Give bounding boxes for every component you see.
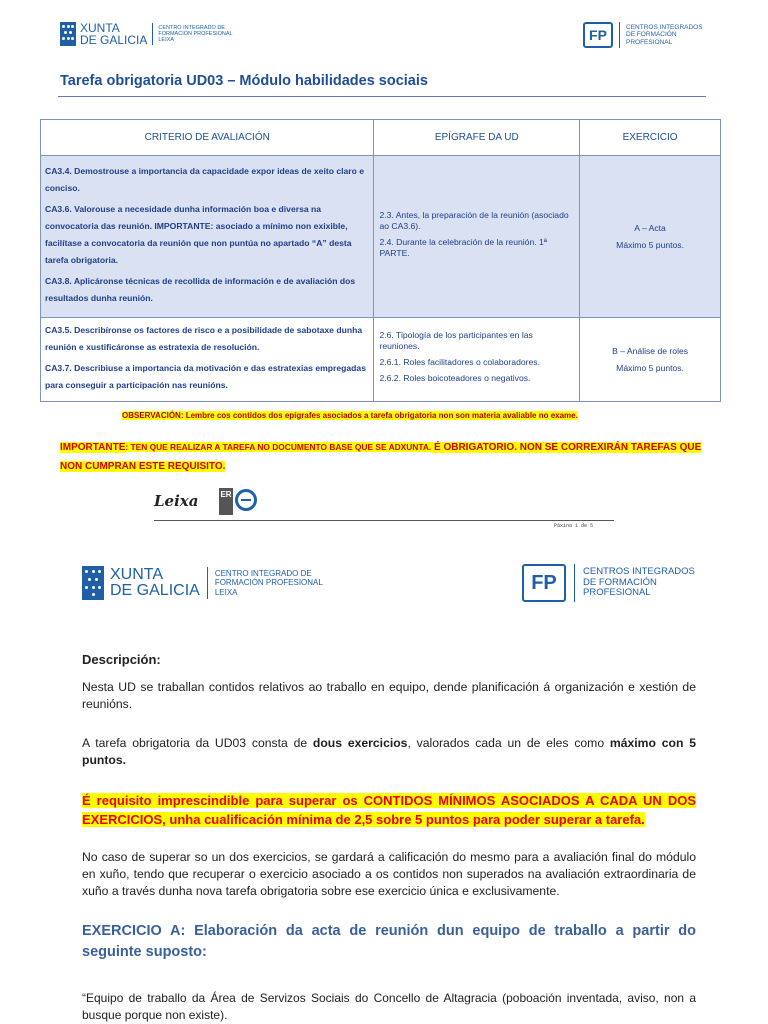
epigrafe-cell [374, 156, 580, 318]
fp-badge: FP [583, 22, 613, 48]
xunta-logo-page2 [82, 566, 323, 600]
criterion-ca37: CA3.7. Describiuse a importancia da motivación e das estratexias empregadas para conseguir a participación nas reunións. [45, 362, 366, 390]
iqnet-certification-icon [235, 489, 257, 511]
logo-divider [152, 23, 153, 45]
importante-rest: É OBRIGATORIO. NON SE CORREXIRÁN TAREFAS QUE NON CUMPRAN ESTE REQUISITO. [60, 442, 702, 472]
exercicio-a-heading: EXERCICIO A: Elaboración da acta de reunión dun equipo de traballo a partir do seguinte suposto: [82, 923, 696, 960]
criterion-ca36: CA3.6. Valorouse a necesidade dunha información boa e diversa na convocatoria das reunión. IMPORTANTE: asociado a mínimo non exixible, facilítase a convocatoria da reunión que non puntúa no apartado “A” desta tarefa obrigatoria. [45, 203, 352, 265]
descripcion-paragraph: Nesta UD se traballan contidos relativos ao traballo en equipo, dende planificación á organización e xestión de reunións. [82, 680, 696, 711]
cifp-line3: LEIXA [214, 587, 238, 597]
xunta-line2: DE GALICIA [110, 582, 200, 599]
epigrafe-item: 2.6.1. Roles facilitadores o colaboradores. [379, 357, 540, 367]
criteria-table [40, 119, 721, 402]
exercicio-name: B – Análise de roles [612, 345, 689, 356]
fp-line3: PROFESIONAL [583, 587, 651, 599]
fp-line1: CENTROS INTEGRADOS [583, 565, 695, 577]
para2-period: . [122, 753, 127, 767]
criterion-ca35: CA3.5. Describíronse os factores de risco e a posibilidade de sabotaxe dunha reunión e xustificáronse as estratexia de resolución. [45, 324, 363, 352]
page-title: Tarefa obrigatoria UD03 – Módulo habilidades sociais [60, 73, 428, 89]
table-row [41, 156, 721, 318]
importante-label: IMPORTANTE [60, 442, 126, 453]
fp-logo-page1 [583, 22, 703, 48]
title-divider [58, 96, 706, 97]
exercicio-points: Máximo 5 puntos. [616, 362, 684, 373]
suposto-quote: “Equipo de traballo da Área de Servizos Sociais do Concello de Altagracia (poboación inventada, aviso, non a busque porque non existe). [82, 991, 696, 1022]
cifp-line1: CENTRO INTEGRADO DE [214, 569, 312, 579]
fp-line3: PROFESIONAL [626, 38, 673, 46]
fp-logo-page2 [522, 564, 695, 602]
table-row [41, 318, 721, 402]
epigrafe-item: 2.6. Tipología de los participantes en las reuniones. [379, 330, 533, 351]
cifp-line2: FORMACIÓN PROFESIONAL [158, 30, 233, 37]
header-epigrafe: EPÍGRAFE DA UD [374, 120, 580, 156]
fp-divider [619, 22, 620, 48]
xunta-line1: XUNTA [80, 21, 120, 35]
exercicio-points: Máximo 5 puntos. [616, 239, 684, 250]
xunta-line2: DE GALICIA [80, 33, 148, 47]
fp-line1: CENTROS INTEGRADOS [626, 23, 703, 31]
logo-divider [207, 567, 208, 599]
observacion-note: OBSERVACIÓN: Lembre cos contidos dos epígrafes asociados a tarefa obrigatoria non son materia avaliable no exame. [122, 411, 578, 420]
page-number: Páxina 1 de 5 [554, 523, 594, 529]
requisito-notice [82, 791, 696, 829]
para2-text: , valorados cada un de eles como [407, 736, 610, 750]
para2-bold-dous: dous exercicios [312, 736, 408, 750]
fp-line2: DE FORMACIÓN [583, 576, 657, 588]
xunta-logo-page1 [60, 22, 233, 46]
exercicio-name: A – Acta [634, 222, 666, 233]
cifp-line3: LEIXA [158, 37, 174, 44]
fp-badge: FP [522, 564, 566, 602]
footer-divider [154, 520, 614, 521]
criterion-ca34: CA3.4. Demostrouse a importancia da capacidade expor ideas de xeito claro e conciso. [45, 165, 365, 193]
criteria-cell [41, 156, 374, 318]
exercicios-paragraph [82, 735, 696, 769]
descripcion-heading: Descripción: [82, 652, 161, 667]
xunta-line1: XUNTA [110, 566, 164, 583]
para2-text: A tarefa obrigatoria da UD03 consta de [82, 736, 313, 750]
cifp-line2: FORMACIÓN PROFESIONAL [214, 578, 323, 588]
xunta-emblem-icon [82, 566, 104, 600]
criteria-cell [41, 318, 374, 402]
recuperacion-paragraph: No caso de superar so un dos exercicios, se gardará a calificación do mesmo para a avaliación final do módulo en xuño, tendo que recuperar o exercicio asociado a os contidos non superados na avaliación extraordinaria de xuño a través dunha nova tarefa obrigatoria sobre ese exercicio única e exclusivamente. [82, 850, 696, 898]
importante-notice [60, 438, 708, 476]
exercicio-cell [580, 318, 721, 402]
para2-bold-maximo: máximo con 5 puntos [82, 736, 696, 767]
importante-small: : TEN QUE REALIZAR A TAREFA NO DOCUMENTO BASE QUE SE ADXUNTA. [125, 442, 432, 452]
exercicio-cell [580, 156, 721, 318]
er-certification-logo: ER [219, 488, 233, 515]
header-criterio: CRITERIO DE AVALIACIÓN [41, 120, 374, 156]
cifp-line1: CENTRO INTEGRADO DE [158, 24, 225, 31]
cifp-name [158, 25, 232, 44]
epigrafe-item: 2.6.2. Roles boicoteadores o negativos. [379, 373, 531, 383]
fp-name [626, 24, 703, 46]
epigrafe-item: 2.3. Antes, la preparación de la reunión (asociado ao CA3.6). [379, 209, 569, 231]
criterion-ca38: CA3.8. Aplicáronse técnicas de recollida de información e de avaliación dos resultados dunha reunión. [45, 275, 356, 303]
cifp-name [215, 569, 323, 597]
header-exercicio: EXERCICIO [580, 120, 721, 156]
leixa-logo: Leixa [154, 492, 199, 510]
fp-divider [574, 564, 575, 602]
fp-line2: DE FORMACIÓN [626, 31, 677, 39]
xunta-emblem-icon [60, 22, 76, 46]
table-header-row [41, 120, 721, 156]
fp-name [583, 567, 695, 600]
requisito-text: É requisito imprescindible para superar os CONTIDOS MÍNIMOS ASOCIADOS A CADA UN DOS EXERCICIOS, unha cualificación mínima de 2,5 sobre 5 puntos para poder superar a tarefa. [82, 793, 696, 827]
epigrafe-cell [374, 318, 580, 402]
epigrafe-item: 2.4. Durante la celebración de la reunión. 1ª PARTE. [379, 236, 547, 258]
xunta-name [110, 567, 200, 599]
xunta-name [80, 22, 147, 46]
